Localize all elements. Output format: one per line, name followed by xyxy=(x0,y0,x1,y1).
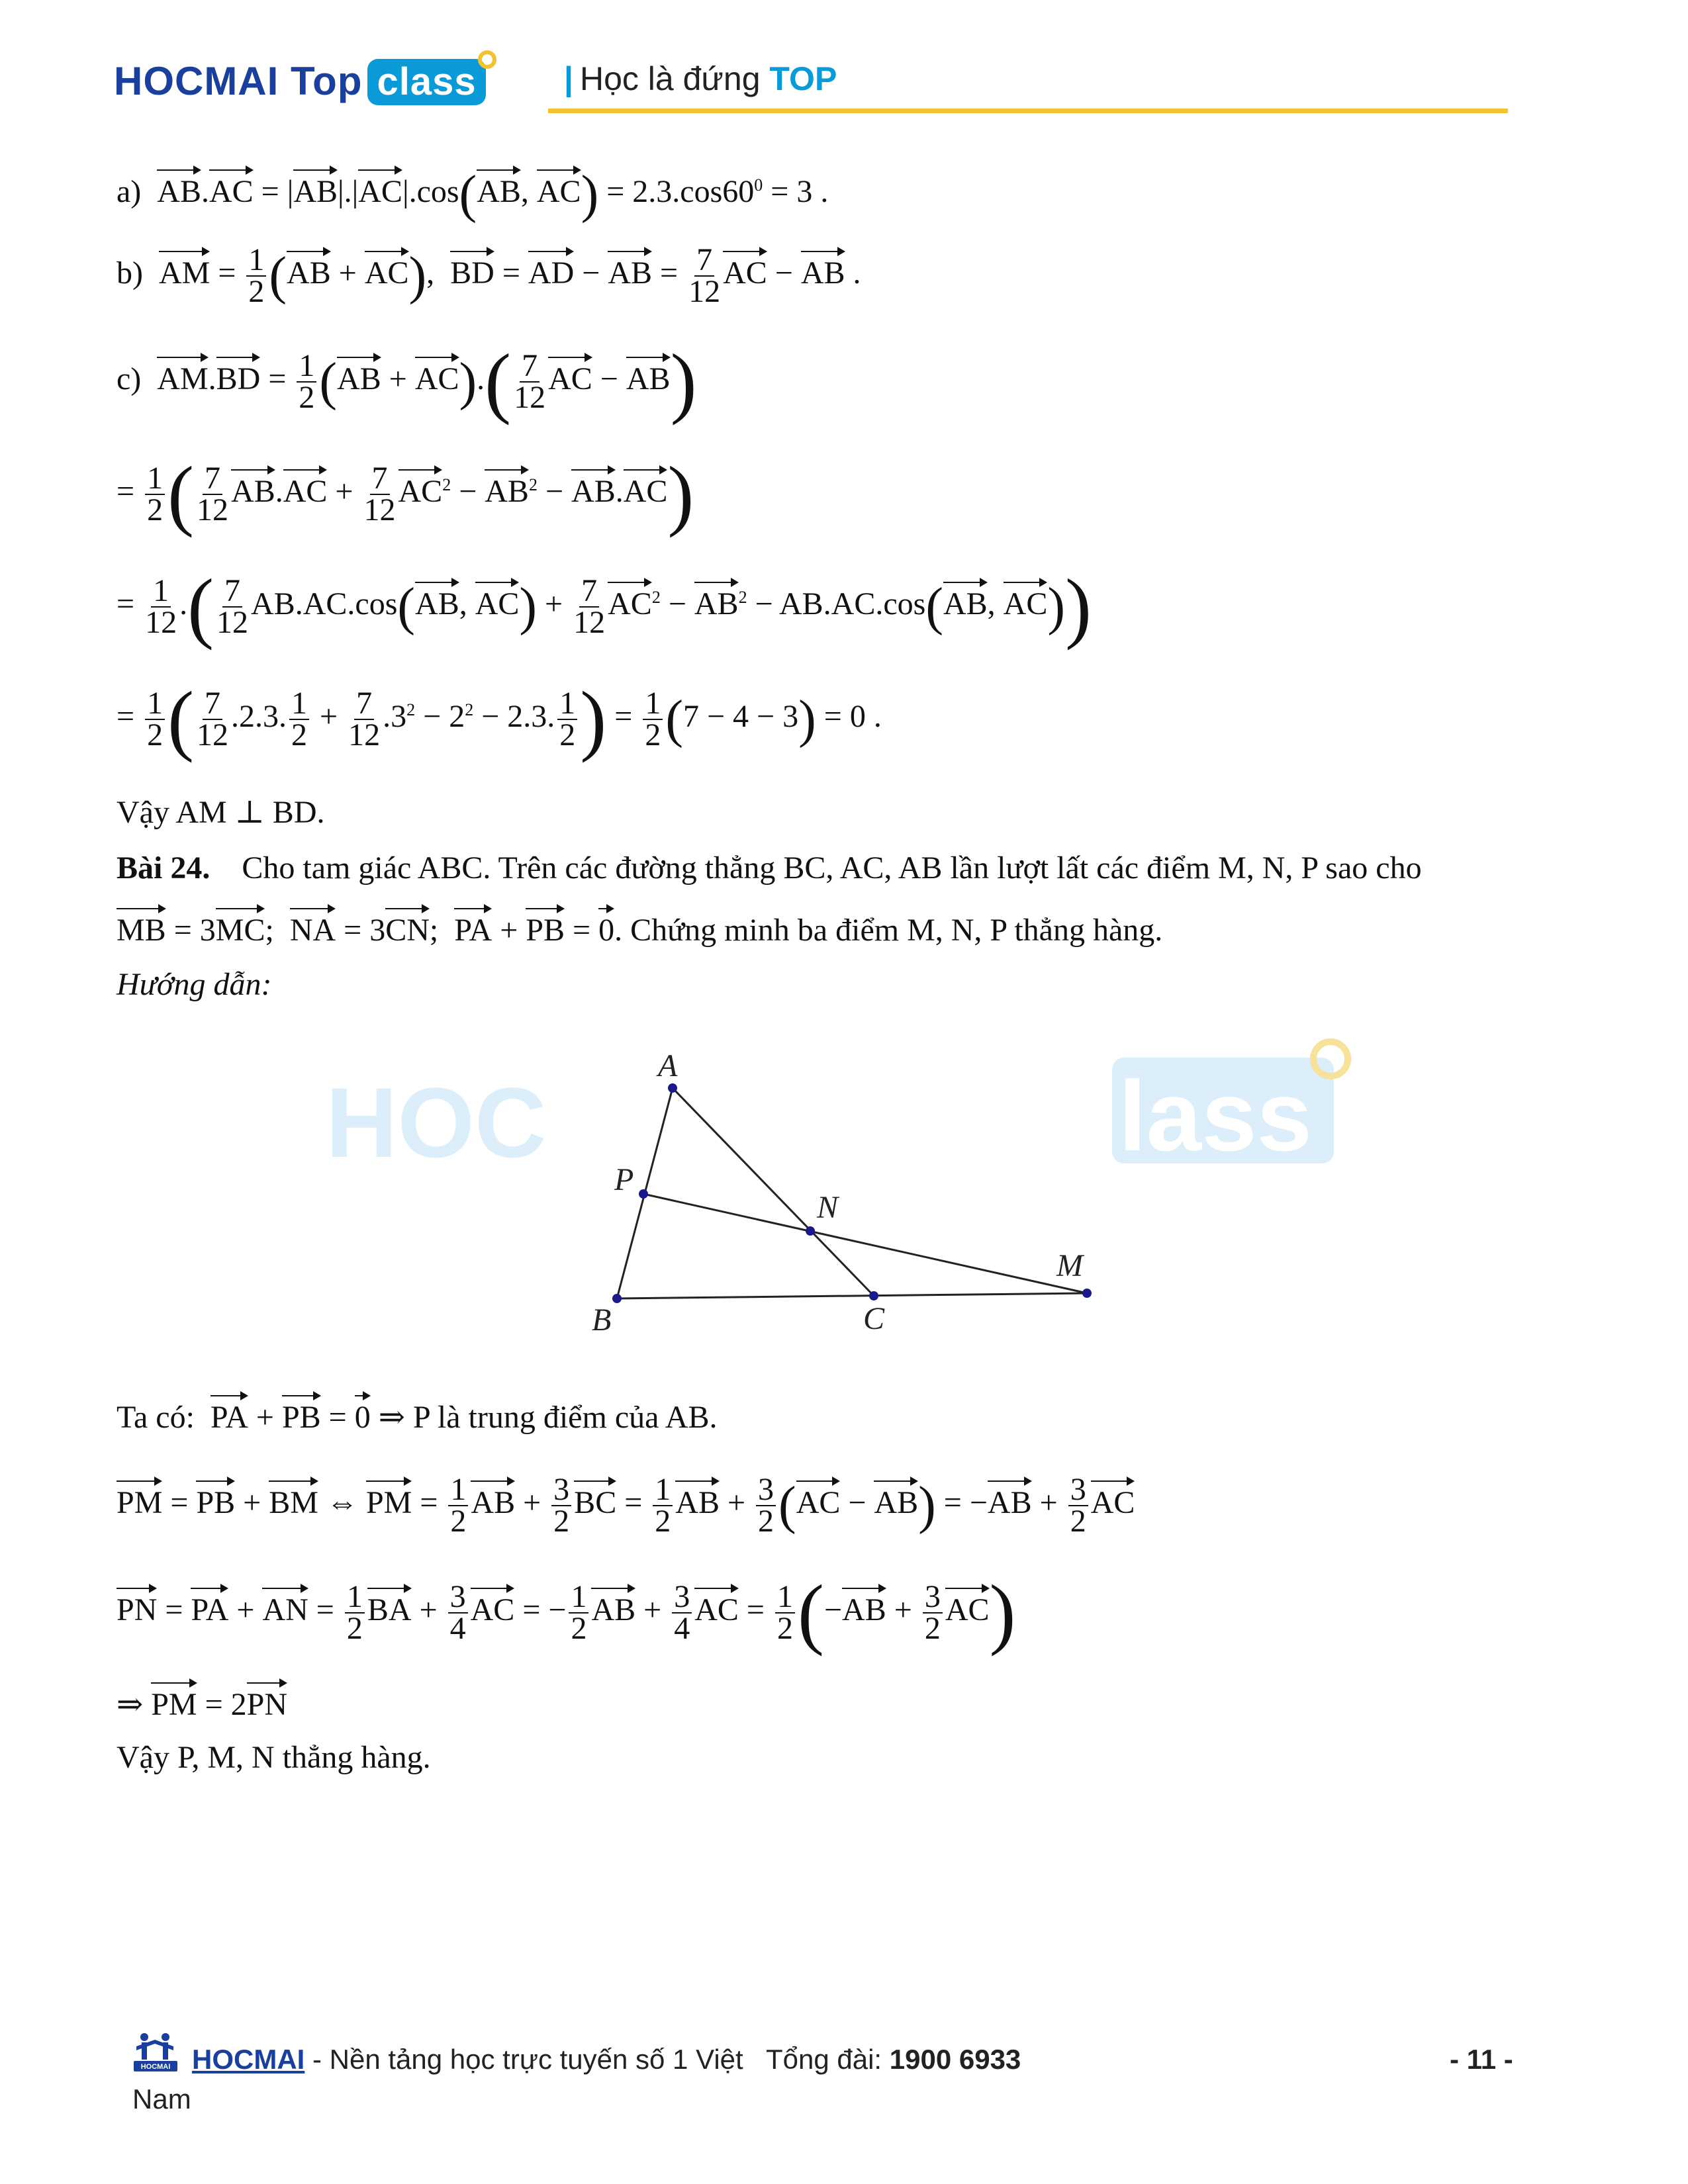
header-underline xyxy=(548,109,1508,113)
watermark-right: lass xyxy=(1119,1060,1312,1171)
label-b: B xyxy=(592,1302,612,1338)
solution-conclusion: Vậy P, M, N thẳng hàng. xyxy=(117,1740,431,1775)
point-m xyxy=(1082,1289,1092,1298)
solution-line1: Ta có: PA + PB = 0 ⇒ P là trung điểm của AB. xyxy=(117,1394,717,1437)
page-number: - 11 - xyxy=(1450,2044,1513,2075)
line-c: c) AM.BD = $\frac{1}{2}$ (AB + AC).( $\frac{7}{12}$ AC − AB) xyxy=(117,338,697,426)
sun-icon xyxy=(474,46,500,73)
label-p: P xyxy=(614,1162,634,1197)
point-a xyxy=(668,1083,677,1093)
exercise-conditions: MB = 3MC; NA = 3CN; PA + PB = 0. Chứng minh ba điểm M, N, P thẳng hàng. xyxy=(117,907,1162,950)
footer-hocmai-link[interactable]: HOCMAI xyxy=(192,2044,305,2075)
solution-result: ⇒ PM = 2PN xyxy=(117,1681,287,1725)
line-b: b) AM = $\frac{1}{2}$ (AB + AC), BD = AD − AB = $\frac{7}{12}$ AC − AB . xyxy=(117,242,861,309)
line-c2: = $\frac{1}{2}$ ( $\frac{7}{12}$ AB.AC + $\frac{7}{12}$ $AC^2 - AB^2 - AB.AC$) xyxy=(117,450,694,538)
segment-ac xyxy=(673,1088,874,1296)
label-c: C xyxy=(863,1301,885,1336)
point-b xyxy=(612,1294,622,1303)
brand-main: HOCMAI Top xyxy=(114,59,363,103)
brand-pill: class xyxy=(367,59,485,105)
exercise-statement: Bài 24. Cho tam giác ABC. Trên các đường thẳng BC, AC, AB lần lượt lất các điểm M, N, P sao cho xyxy=(117,850,1422,886)
label-m: M xyxy=(1056,1248,1083,1283)
svg-text:HOCMAI: HOCMAI xyxy=(140,2063,171,2071)
segment-pm xyxy=(643,1194,1087,1293)
triangle-figure xyxy=(318,1032,1377,1350)
hint-label: Hướng dẫn: xyxy=(117,967,272,1002)
line-a: a) AB.AC = |AB|.|AC|.cos(AB, $AC) = 2.3.\cos 60^0 = 3$ . xyxy=(117,165,829,224)
footer-line2: Nam xyxy=(132,2083,191,2115)
footer-text: HOCMAI - Nền tảng học trực tuyến số 1 Việt Tổng đài: 1900 6933 xyxy=(192,2044,1021,2075)
point-n xyxy=(806,1226,815,1236)
solution-pn: PN = PA + AN = $\frac{1}{2}$ BA + $\frac{3}{4}$ AC = − $\frac{1}{2}$ AB + $\frac{3}{4}$ AC = $\frac{1}{2}$ (−AB + $\frac{3}{2}$ AC) xyxy=(117,1569,1016,1657)
point-c xyxy=(869,1291,878,1300)
label-a: A xyxy=(658,1048,678,1083)
hocmai-logo-icon xyxy=(132,2032,179,2074)
line-c3: = $\frac{1}{12}$ .( $\frac{7}{12}$ AB.AC.cos(AB, AC) + $\frac{7}{12}$ $AC^2 - AB^2 - AB.AC.\cos(AB$, AC)) xyxy=(117,563,1092,651)
line-c4: = $\frac{1}{2}$ ( $\frac{7}{12}$ .2.3. $\frac{1}{2}$ + $\frac{7}{12}$ $.3^2 - 2^2 - 2.3$. $\frac{1}{2}$ ) = $\frac{1}{2}$ (7 − 4 − 3) = 0 . xyxy=(117,675,882,763)
solution-pm: PM = PB + BM ⇔ PM = $\frac{1}{2}$ AB + $\frac{3}{2}$ BC = $\frac{1}{2}$ AB + $\frac{3}{2}$ (AC − AB) = −AB + $\frac{3}{2}$ AC xyxy=(117,1472,1135,1539)
segment-bm xyxy=(617,1293,1087,1298)
slogan: | Học là đứng TOP xyxy=(564,60,837,97)
watermark-left: HOC xyxy=(326,1067,547,1178)
label-n: N xyxy=(817,1190,839,1225)
conclusion-prev: Vậy AM ⊥ BD. xyxy=(117,795,325,830)
brand-logo xyxy=(114,58,486,105)
point-p xyxy=(639,1189,648,1199)
